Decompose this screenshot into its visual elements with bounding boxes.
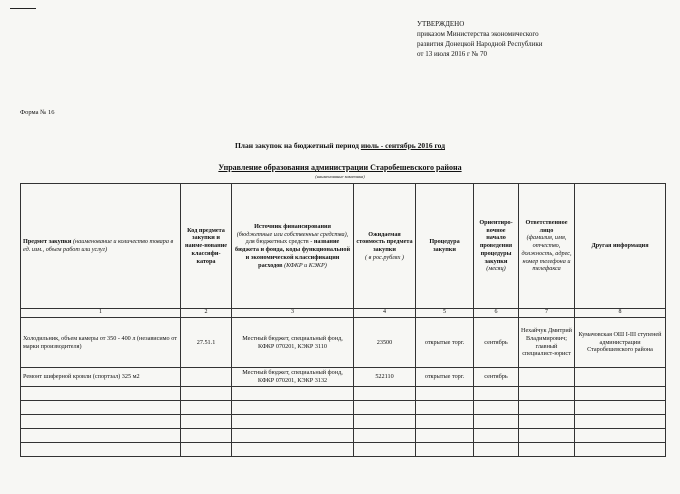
header-other-info: Другая информация [575, 184, 666, 309]
cell-responsible: Нехайчук Дмитрий Владимирович; главный специалист-юрист [519, 318, 575, 368]
header-responsible-note: (фамилия, имя, отчество, должность, адрес, номер телефона и телефакса [521, 234, 572, 273]
header-row [21, 184, 666, 309]
header-start-month [474, 184, 519, 309]
header-funding-source [232, 184, 354, 309]
column-number-row [21, 309, 666, 318]
cell-start-month: сентябрь [474, 368, 519, 387]
empty-row [21, 400, 666, 414]
column-number: 2 [181, 309, 232, 318]
column-number: 6 [474, 309, 519, 318]
header-cost-currency: ( в рос.рублях ) [365, 253, 404, 261]
cell-funding-source: Местный бюджет, специальный фонд, КФКР 070201, КЭКР 3132 [232, 368, 354, 387]
header-funding-note: (бюджетные или собственные средства), [236, 230, 349, 238]
approval-line-1: УТВЕРЖДЕНО [417, 20, 465, 28]
organization-caption: (наименование заказчика) [315, 174, 365, 179]
header-start-title: Ориентиро-вочное начало проведения процедуры закупки [479, 218, 513, 265]
approval-line-4: от 13 июля 2016 г № 70 [417, 50, 488, 58]
header-funding-budget: название бюджета и фонда, коды функциональной и экономической классификации расходов [234, 238, 351, 269]
header-funding-codes: (КФКР и КЭКР) [284, 261, 327, 269]
cell-code [181, 368, 232, 387]
header-expected-cost [354, 184, 416, 309]
plan-period: июль - сентябрь 2016 год [360, 141, 446, 150]
approval-stamp [417, 19, 543, 59]
header-subject-note: (наименование и количество товара в ед. изм., объем работ или услуг) [23, 238, 174, 253]
empty-row [21, 442, 666, 456]
form-number: Форма № 16 [20, 109, 55, 116]
organization-name: Управление образования администрации Старобешевского района [218, 163, 462, 172]
header-cost-title: Ожидаемая стоимость предмета закупки [356, 230, 413, 253]
empty-row [21, 428, 666, 442]
cell-subject: Холодильник, объем камеры от 350 - 400 л (независимо от марки производителя) [21, 318, 181, 368]
plan-title [0, 141, 680, 150]
table-row [21, 318, 666, 368]
empty-row [21, 386, 666, 400]
header-procedure: Процедура закупки [416, 184, 474, 309]
cell-funding-source: Местный бюджет, специальный фонд, КФКР 070201, КЭКР 3110 [232, 318, 354, 368]
cell-subject: Ремонт шиферной кровли (спортзал) 325 м2 [21, 368, 181, 387]
cell-responsible [519, 368, 575, 387]
table-row [21, 368, 666, 387]
cell-procedure: открытые торг. [416, 368, 474, 387]
procurement-plan-table [20, 183, 666, 457]
header-subject [21, 184, 181, 309]
corner-dash-mark [10, 8, 36, 9]
cell-other-info [575, 368, 666, 387]
header-funding-mid: для бюджетных средств - [245, 238, 313, 246]
header-code: Код предмета закупки и наиме-нование классифи-катора [181, 184, 232, 309]
column-number: 1 [21, 309, 181, 318]
header-funding-title: Источник финансирования [254, 222, 331, 230]
header-responsible [519, 184, 575, 309]
plan-title-prefix: План закупок на бюджетный период [234, 141, 361, 150]
header-subject-title: Предмет закупки [23, 238, 72, 246]
column-number: 5 [416, 309, 474, 318]
cell-start-month: сентябрь [474, 318, 519, 368]
cell-procedure: открытые торг. [416, 318, 474, 368]
cell-other-info: Кумачовская ОШ I-III ступеней администрации Старобешевского района [575, 318, 666, 368]
approval-line-3: развития Донецкой Народной Республики [417, 40, 543, 48]
header-start-note: (месяц) [486, 265, 506, 273]
column-number: 8 [575, 309, 666, 318]
empty-row [21, 414, 666, 428]
header-responsible-title: Ответственное лицо [525, 218, 568, 234]
cell-cost: 23500 [354, 318, 416, 368]
approval-line-2: приказом Министерства экономического [417, 30, 539, 38]
column-number: 3 [232, 309, 354, 318]
column-number: 4 [354, 309, 416, 318]
cell-cost: 522110 [354, 368, 416, 387]
column-number: 7 [519, 309, 575, 318]
cell-code: 27.51.1 [181, 318, 232, 368]
